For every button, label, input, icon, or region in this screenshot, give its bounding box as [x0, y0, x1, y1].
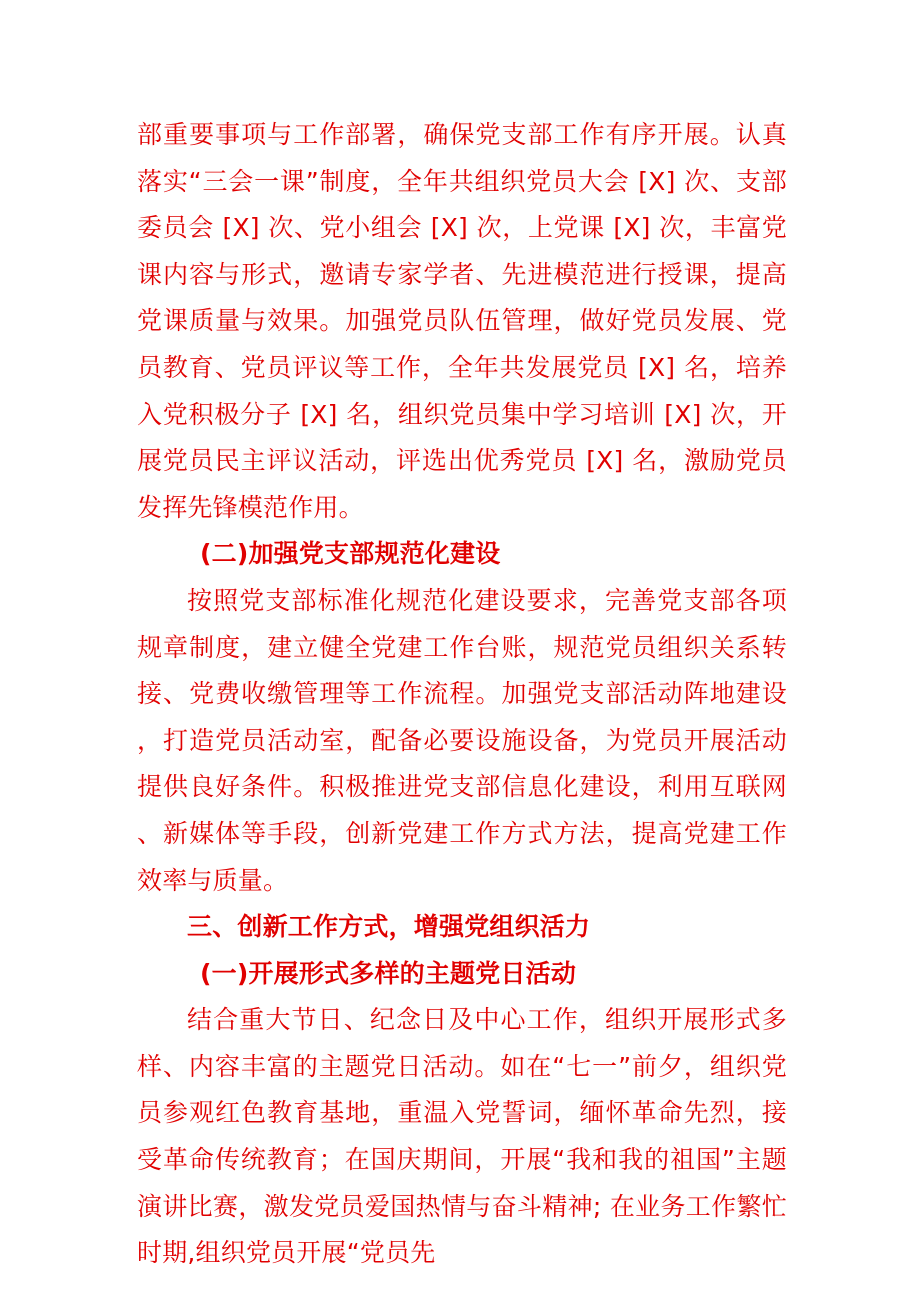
heading-section-three: 三、创新工作方式，增强党组织活力: [187, 912, 591, 942]
document-body: [137, 112, 787, 1277]
paragraph-standardization: 按照党支部标准化规范化建设要求，完善党支部各项规章制度，建立健全党建工作台账，规范党员组织关系转接、党费收缴管理等工作流程。加强党支部活动阵地建设，打造党员活动室，配备必要设施设备，为党员开展活动提供良好条件。积极推进党支部信息化建设，利用互联网、新媒体等手段，创新党建工作方式方法，提高党建工作效率与质量。: [137, 585, 787, 895]
paragraph-theme-day: 结合重大节日、纪念日及中心工作，组织开展形式多样、内容丰富的主题党日活动。如在“七一”前夕，组织党员参观红色教育基地，重温入党誓词，缅怀革命先烈，接受革命传统教育；在国庆期间，开展“我和我的祖国”主题演讲比赛，激发党员爱国热情与奋斗精神; 在业务工作繁忙时期,组织党员开展“党员先: [137, 1005, 787, 1268]
heading-theme-day: (一)开展形式多样的主题党日活动: [200, 958, 577, 988]
paragraph-continued: 部重要事项与工作部署，确保党支部工作有序开展。认真落实“三会一课”制度，全年共组织党员大会 [X] 次、支部委员会 [X] 次、党小组会 [X] 次，上党课 [X] 次，丰富党课内容与形式，邀请专家学者、先进模范进行授课，提高党课质量与效果。加强党员队伍管理，做好党员发展、党员教育、党员评议等工作，全年共发展党员 [X] 名，培养入党积极分子 [X] 名，组织党员集中学习培训 [X] 次，开展党员民主评议活动，评选出优秀党员 [X] 名，激励党员发挥先锋模范作用。: [137, 120, 787, 522]
heading-standardization: (二)加强党支部规范化建设: [200, 539, 501, 569]
